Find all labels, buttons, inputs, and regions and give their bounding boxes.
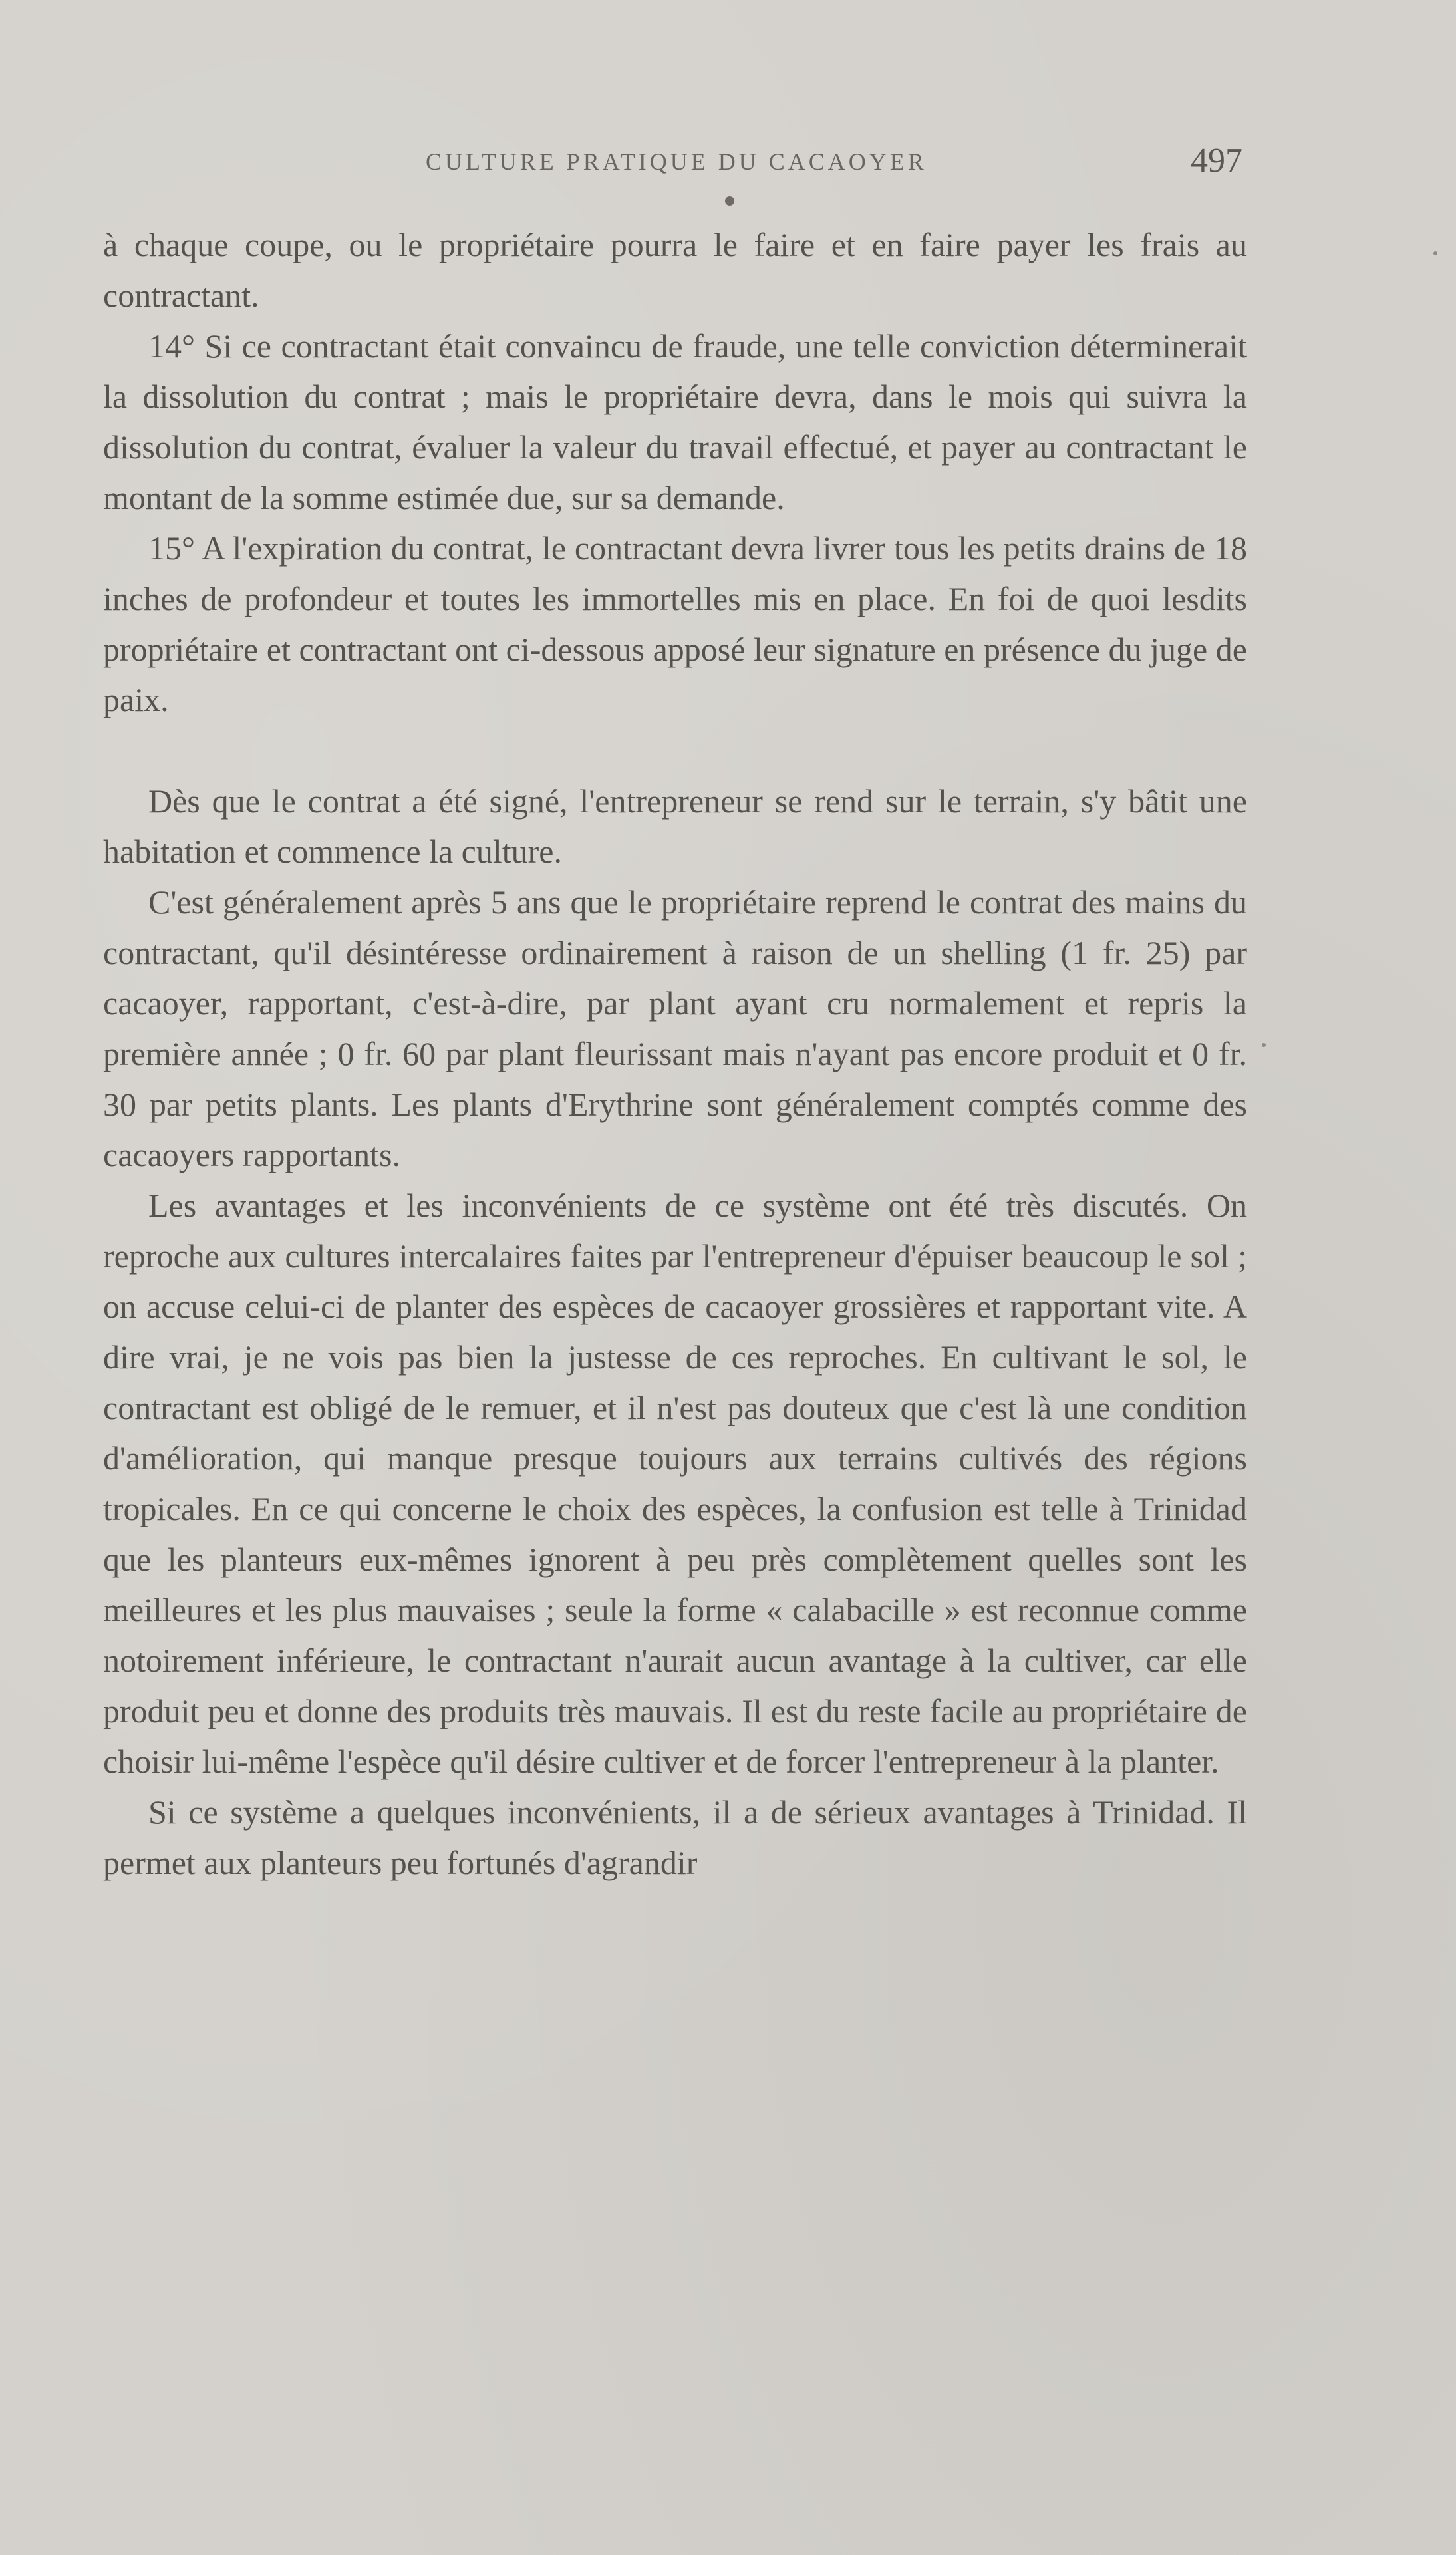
scan-speck — [1433, 251, 1437, 255]
scan-speck — [1262, 1043, 1266, 1047]
running-head: CULTURE PRATIQUE DU CACAOYER — [426, 148, 927, 175]
paragraph-clause-14: 14° Si ce contractant était convaincu de fraude, une telle conviction déterminerait la dissolution du contrat ; mais le propriétaire devra, dans le mois qui suivra la dissolution du contrat, évaluer la valeur du travail effectué, et payer au contractant le montant de la somme estimée due, sur sa demande. — [103, 327, 1247, 516]
paragraph-system-advantages: Si ce système a quelques inconvénients, il a de sérieux avantages à Trinidad. Il permet aux planteurs peu fortunés d'agrandir — [103, 1793, 1247, 1881]
section-spacer — [103, 725, 1247, 776]
body-text — [103, 220, 1247, 1888]
paragraph-after-five-years: C'est généralement après 5 ans que le propriétaire reprend le contrat des mains du contractant, qu'il désintéresse ordinairement à raison de un shelling (1 fr. 25) par cacaoyer, rapportant, c'est-à-dire, par plant ayant cru normalement et repris la première année ; 0 fr. 60 par plant fleurissant mais n'ayant pas encore produit et 0 fr. 30 par petits plants. Les plants d'Erythrine sont généralement comptés comme des cacaoyers rapportants. — [103, 883, 1247, 1173]
ink-dot-ornament — [725, 196, 734, 206]
paragraph-clause-15: 15° A l'expiration du contrat, le contractant devra livrer tous les petits drains de 18 inches de profondeur et toutes les immortelles mis en place. En foi de quoi lesdits propriétaire et contractant ont ci-dessous apposé leur signature en présence du juge de paix. — [103, 529, 1247, 718]
paragraph-advantages-inconveniences: Les avantages et les inconvénients de ce système ont été très discutés. On reproche aux cultures intercalaires faites par l'entrepreneur d'épuiser beaucoup le sol ; on accuse celui-ci de planter des espèces de cacaoyer grossières et rapportant vite. A dire vrai, je ne vois pas bien la justesse de ces reproches. En cultivant le sol, le contractant est obligé de le remuer, et il n'est pas douteux que c'est là une condition d'amélioration, qui manque presque toujours aux terrains cultivés des régions tropicales. En ce qui concerne le choix des espèces, la confusion est telle à Trinidad que les planteurs eux-mêmes ignorent à peu près complètement quelles sont les meilleures et les plus mauvaises ; seule la forme « calabacille » est reconnue comme notoirement inférieure, le contractant n'aurait aucun avantage à la cultiver, car elle produit peu et donne des produits très mauvais. Il est du reste facile au propriétaire de choisir lui-même l'espèce qu'il désire cultiver et de forcer l'entrepreneur à la planter. — [103, 1187, 1247, 1780]
paragraph-continued: à chaque coupe, ou le propriétaire pourra le faire et en faire payer les frais au contractant. — [103, 226, 1247, 314]
page-number: 497 — [1191, 142, 1242, 180]
paragraph-contract-signed: Dès que le contrat a été signé, l'entrepreneur se rend sur le terrain, s'y bâtit une habitation et commence la culture. — [103, 782, 1247, 870]
